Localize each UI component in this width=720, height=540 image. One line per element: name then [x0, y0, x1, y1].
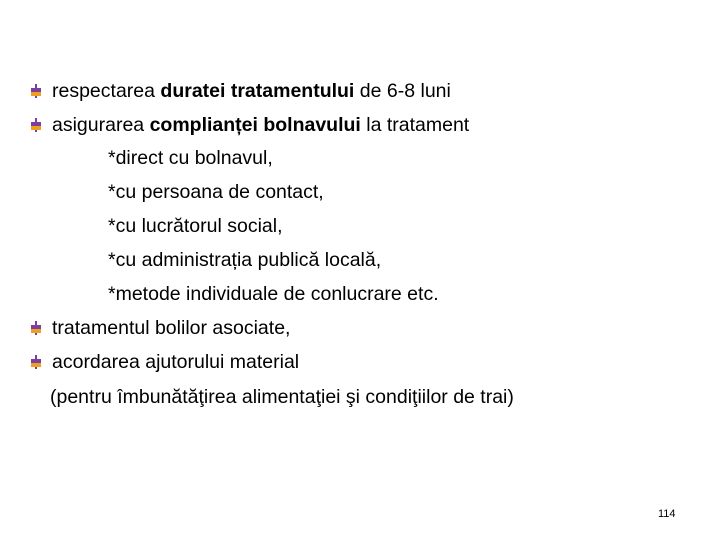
sub-item: *cu administrația publică locală, — [108, 249, 382, 271]
text-segment: respectarea — [52, 80, 161, 102]
bullet-icon — [30, 84, 42, 98]
bullet-icon — [30, 321, 42, 335]
bullet-item-compliance — [30, 113, 469, 137]
bullet-text: acordarea ajutorului material — [52, 351, 300, 373]
bullet-text — [52, 80, 451, 102]
bullet-item-associated-diseases — [30, 316, 290, 340]
bullet-icon — [30, 118, 42, 132]
text-segment: asigurarea — [52, 114, 150, 136]
bullet-icon — [30, 355, 42, 369]
sub-item: *metode individuale de conlucrare etc. — [108, 283, 439, 305]
bold-segment: complianței bolnavului — [149, 114, 361, 136]
sub-item: *cu lucrătorul social, — [108, 215, 283, 237]
text-segment: de 6-8 luni — [354, 80, 451, 102]
bullet-text — [52, 114, 469, 136]
bold-segment: duratei tratamentului — [160, 80, 355, 102]
bullet-text: tratamentul bolilor asociate, — [52, 317, 291, 339]
text-segment: la tratament — [360, 114, 470, 136]
bullet-item-duration — [30, 79, 451, 103]
parenthetical-note: (pentru îmbunătăţirea alimentaţiei şi condiţiilor de trai) — [50, 386, 514, 408]
bullet-item-material-aid — [30, 350, 299, 374]
sub-item: *direct cu bolnavul, — [108, 147, 273, 169]
sub-item: *cu persoana de contact, — [108, 181, 324, 203]
page-number: 114 — [658, 508, 676, 520]
